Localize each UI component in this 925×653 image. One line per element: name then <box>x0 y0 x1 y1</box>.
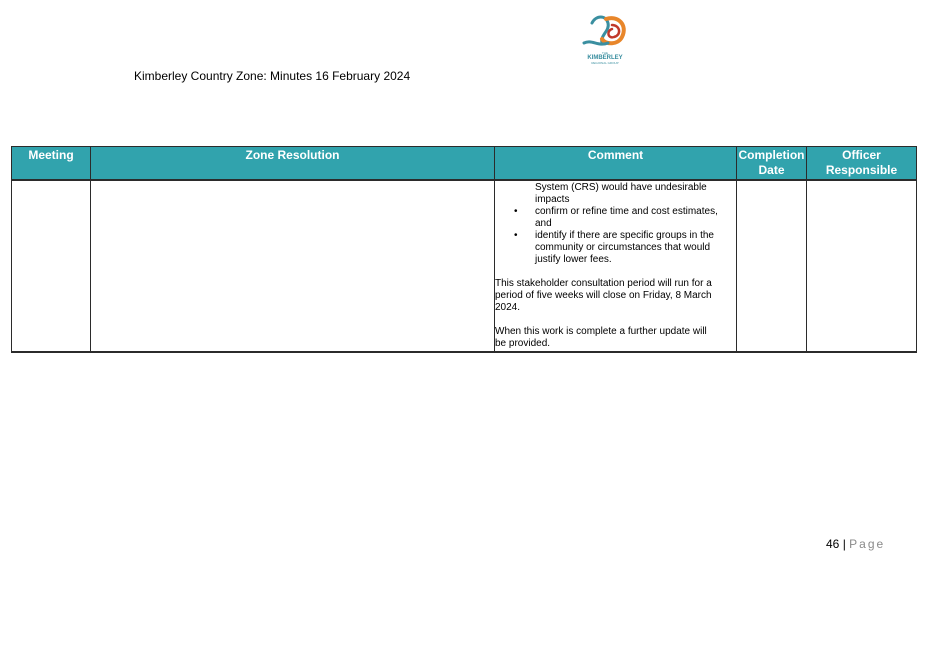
comment-bullet-item <box>514 206 736 230</box>
comment-bullet-list <box>495 206 736 266</box>
logo-small-text: THE <box>602 51 608 55</box>
logo-main-text: KIMBERLEY <box>587 55 623 61</box>
column-header-comment: Comment <box>495 147 737 181</box>
document-title: Kimberley Country Zone: Minutes 16 February 2024 <box>134 69 411 83</box>
page-separator: | <box>842 537 846 551</box>
completion-date-cell <box>737 180 807 352</box>
table-header-row <box>12 147 917 181</box>
page-number-footer <box>826 537 885 551</box>
logo-text <box>578 51 632 65</box>
column-header-meeting: Meeting <box>12 147 91 181</box>
meeting-cell <box>12 180 91 352</box>
minutes-table <box>11 146 917 353</box>
column-header-officer-responsible: Officer Responsible <box>807 147 917 181</box>
comment-bullet-item <box>514 230 736 266</box>
column-header-zone-resolution: Zone Resolution <box>91 147 495 181</box>
column-header-completion-date: Completion Date <box>737 147 807 181</box>
page-number: 46 <box>826 537 840 551</box>
table-row <box>12 180 917 352</box>
comment-paragraph: This stakeholder consultation period will run for a period of five weeks will close on Friday, 8 March 2024. <box>495 278 712 313</box>
bullet-icon: • <box>514 206 518 217</box>
comment-continued-text: System (CRS) would have undesirable impacts <box>535 182 707 205</box>
comment-paragraph: When this work is complete a further update will be provided. <box>495 326 707 349</box>
comment-bullet-text: identify if there are specific groups in the community or circumstances that would justify lower fees. <box>535 230 714 265</box>
officer-responsible-cell <box>807 180 917 352</box>
logo-sub-text: REGIONAL GROUP <box>591 61 619 65</box>
zone-resolution-cell <box>91 180 495 352</box>
page-label: Page <box>849 537 886 551</box>
comment-bullet-text: confirm or refine time and cost estimates, and <box>535 206 718 229</box>
comment-cell <box>495 180 737 352</box>
bullet-icon: • <box>514 230 518 241</box>
